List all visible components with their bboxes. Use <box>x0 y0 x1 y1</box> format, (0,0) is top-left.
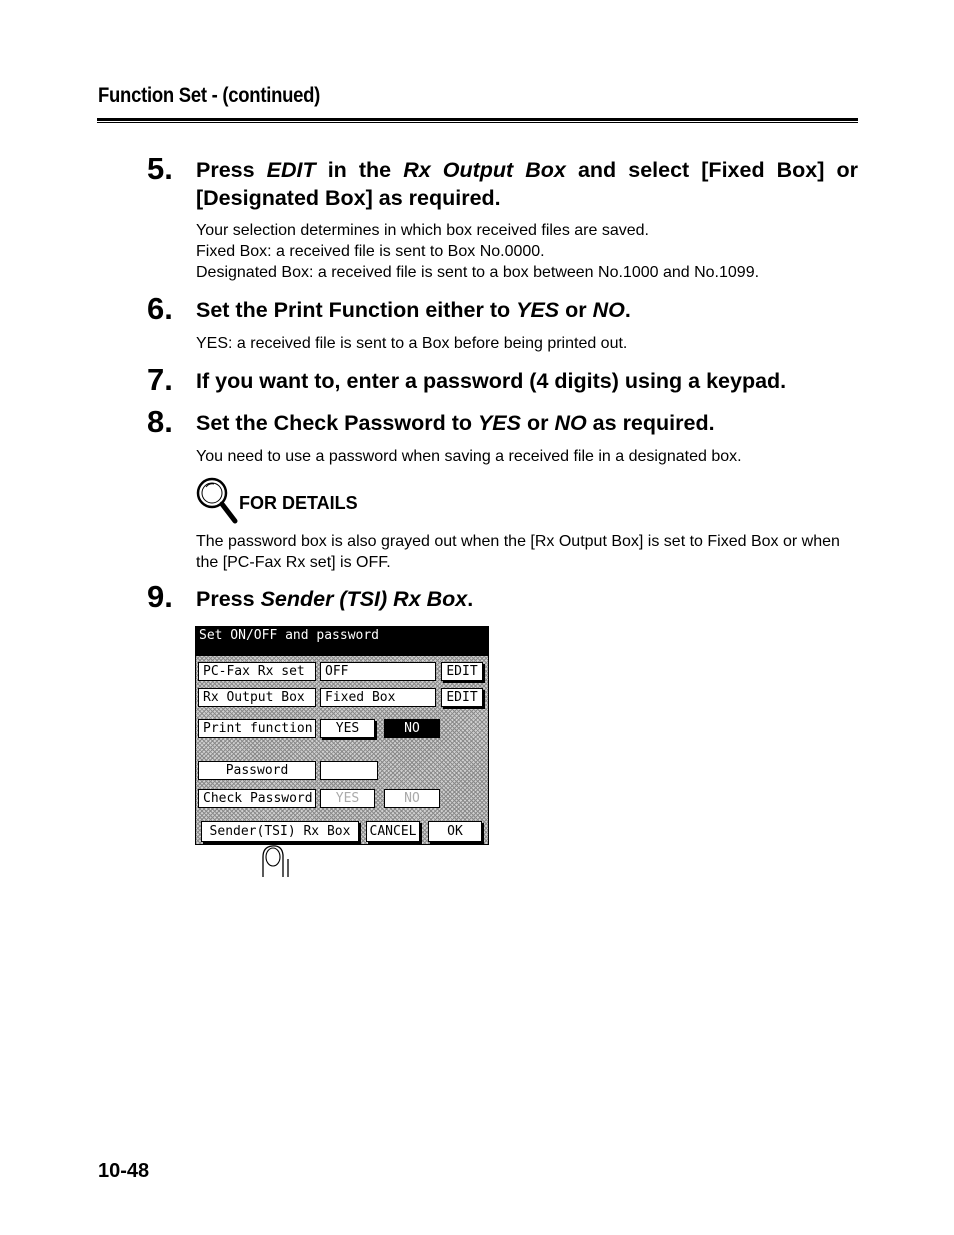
pcfax-edit-button[interactable]: EDIT <box>441 662 483 681</box>
password-label: Password <box>198 761 316 780</box>
finger-pointer-icon <box>260 843 292 879</box>
step-8-body: You need to use a password when saving a received file in a designated box. <box>196 448 742 465</box>
print-yes-button[interactable]: YES <box>320 719 375 738</box>
step-5-body: Your selection determines in which box received files are saved. Fixed Box: a received file is sent to Box No.0000. Designated Box: a received file is sent to a box between No.1000 and No.1099. <box>196 222 760 281</box>
check-no-button[interactable]: NO <box>384 789 440 808</box>
step-9-title: Press Sender (TSI) Rx Box. <box>196 587 474 611</box>
for-details-label: FOR DETAILS <box>239 493 358 513</box>
step-8-number: 8. <box>147 404 173 439</box>
page-number: 10-48 <box>98 1160 150 1182</box>
rx-output-edit-button[interactable]: EDIT <box>441 688 483 707</box>
panel-title: Set ON/OFF and password <box>196 627 488 656</box>
details-text: The password box is also grayed out when the [Rx Output Box] is set to Fixed Box or when the [PC-Fax Rx set] is OFF. <box>196 533 840 571</box>
check-password-label: Check Password <box>198 789 316 808</box>
step-9-number: 9. <box>147 579 173 614</box>
header-rule <box>97 118 858 121</box>
step-7-number: 7. <box>147 362 173 397</box>
password-input[interactable] <box>320 761 378 780</box>
step-6-number: 6. <box>147 291 173 326</box>
step-6-body: YES: a received file is sent to a Box before being printed out. <box>196 335 628 352</box>
ok-button[interactable]: OK <box>428 821 482 842</box>
settings-panel <box>195 626 489 845</box>
rx-output-label: Rx Output Box <box>198 688 316 707</box>
print-function-label: Print function <box>198 719 316 738</box>
step-8-title: Set the Check Password to YES or NO as required. <box>196 411 715 435</box>
step-6-title: Set the Print Function either to YES or NO. <box>196 298 631 322</box>
check-yes-button[interactable]: YES <box>320 789 375 808</box>
pcfax-value: OFF <box>320 662 436 681</box>
sender-tsi-rx-box-button[interactable]: Sender(TSI) Rx Box <box>201 821 359 842</box>
pcfax-label: PC-Fax Rx set <box>198 662 316 681</box>
step-7-title: If you want to, enter a password (4 digits) using a keypad. <box>196 369 787 393</box>
step-5-title: Press EDIT in the Rx Output Box and select [Fixed Box] or [Designated Box] as required. <box>196 158 858 210</box>
header-rule-thin <box>97 122 858 123</box>
magnifier-icon <box>193 475 239 525</box>
print-no-button[interactable]: NO <box>384 719 440 738</box>
cancel-button[interactable]: CANCEL <box>366 821 420 842</box>
step-5-number: 5. <box>147 151 173 186</box>
page-header: Function Set - (continued) <box>98 84 321 107</box>
rx-output-value: Fixed Box <box>320 688 436 707</box>
